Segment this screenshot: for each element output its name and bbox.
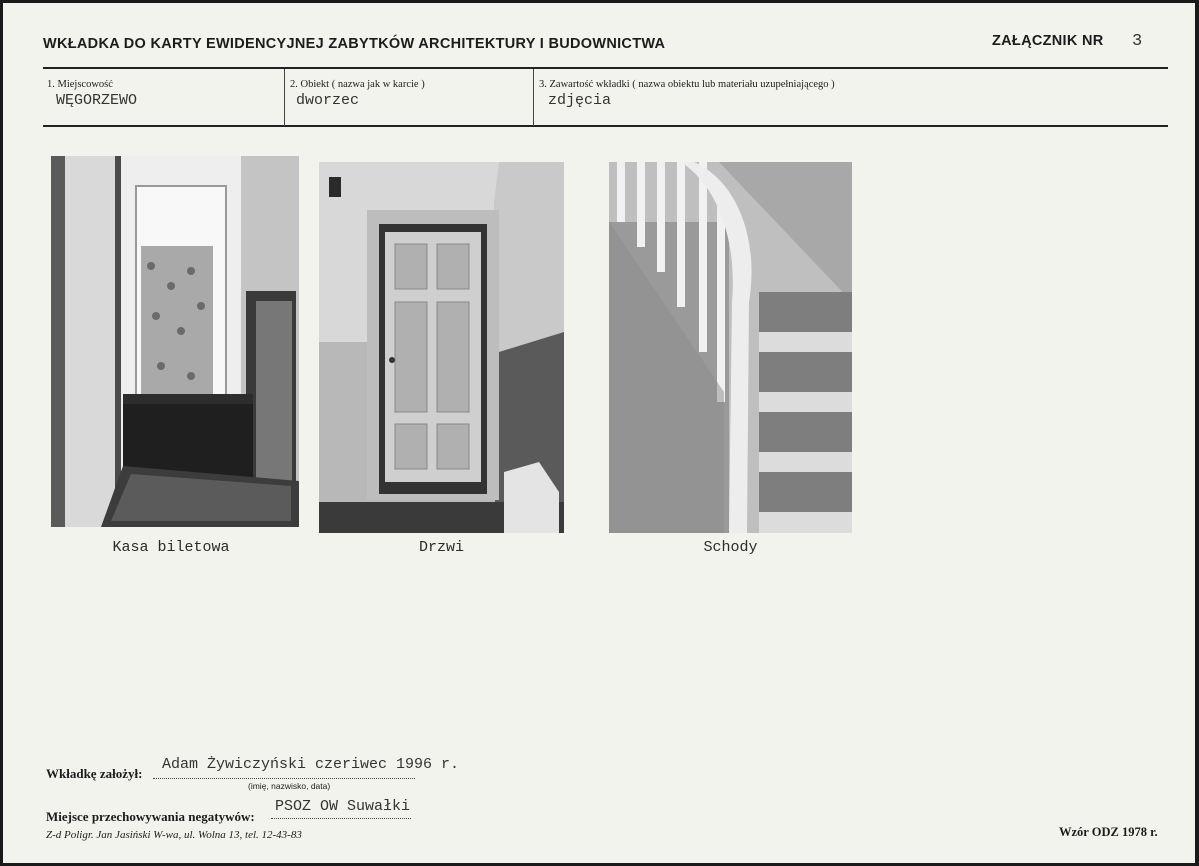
field-value-content: zdjęcia (548, 92, 612, 109)
storage-label: Miejsce przechowywania negatywów: (46, 809, 255, 824)
attachment-number: 3 (1132, 32, 1143, 51)
header-rule-bottom (43, 125, 1168, 127)
field-divider (533, 69, 534, 126)
field-label-content: 3. Zawartość wkładki ( nazwa obiektu lub materiału uzupełniającego ) (539, 79, 835, 90)
field-divider (284, 69, 285, 126)
author-dotted-line (153, 778, 415, 779)
photo-caption: Kasa biletowa (112, 539, 230, 556)
storage-dotted-line (271, 818, 411, 819)
author-label: Wkładkę założył: (46, 766, 143, 781)
field-value-object: dworzec (296, 92, 360, 109)
printer-imprint: Z-d Poligr. Jan Jasiński W-wa, ul. Wolna 13, tel. 12-43-83 (46, 829, 302, 841)
attachment-label: ZAŁĄCZNIK NR (992, 33, 1104, 49)
form-code: Wzór ODZ 1978 r. (1059, 825, 1158, 839)
author-hint: (imię, nazwisko, data) (248, 781, 331, 791)
field-label-locality: 1. Miejscowość (47, 79, 113, 90)
record-card (3, 3, 1195, 863)
author-value: Adam Żywiczyński czeriwec 1996 r. (162, 756, 460, 773)
photo-caption: Drzwi (418, 539, 464, 556)
storage-value: PSOZ OW Suwałki (275, 798, 411, 815)
photo-stairs (609, 162, 852, 533)
field-label-object: 2. Obiekt ( nazwa jak w karcie ) (290, 79, 425, 90)
photo-caption: Schody (703, 539, 758, 556)
form-title: WKŁADKA DO KARTY EWIDENCYJNEJ ZABYTKÓW ARCHITEKTURY I BUDOWNICTWA (43, 36, 666, 52)
photo-ticket-office (51, 156, 299, 527)
header-rule-top (43, 67, 1168, 69)
photo-door (319, 162, 564, 533)
field-value-locality: WĘGORZEWO (56, 92, 138, 109)
